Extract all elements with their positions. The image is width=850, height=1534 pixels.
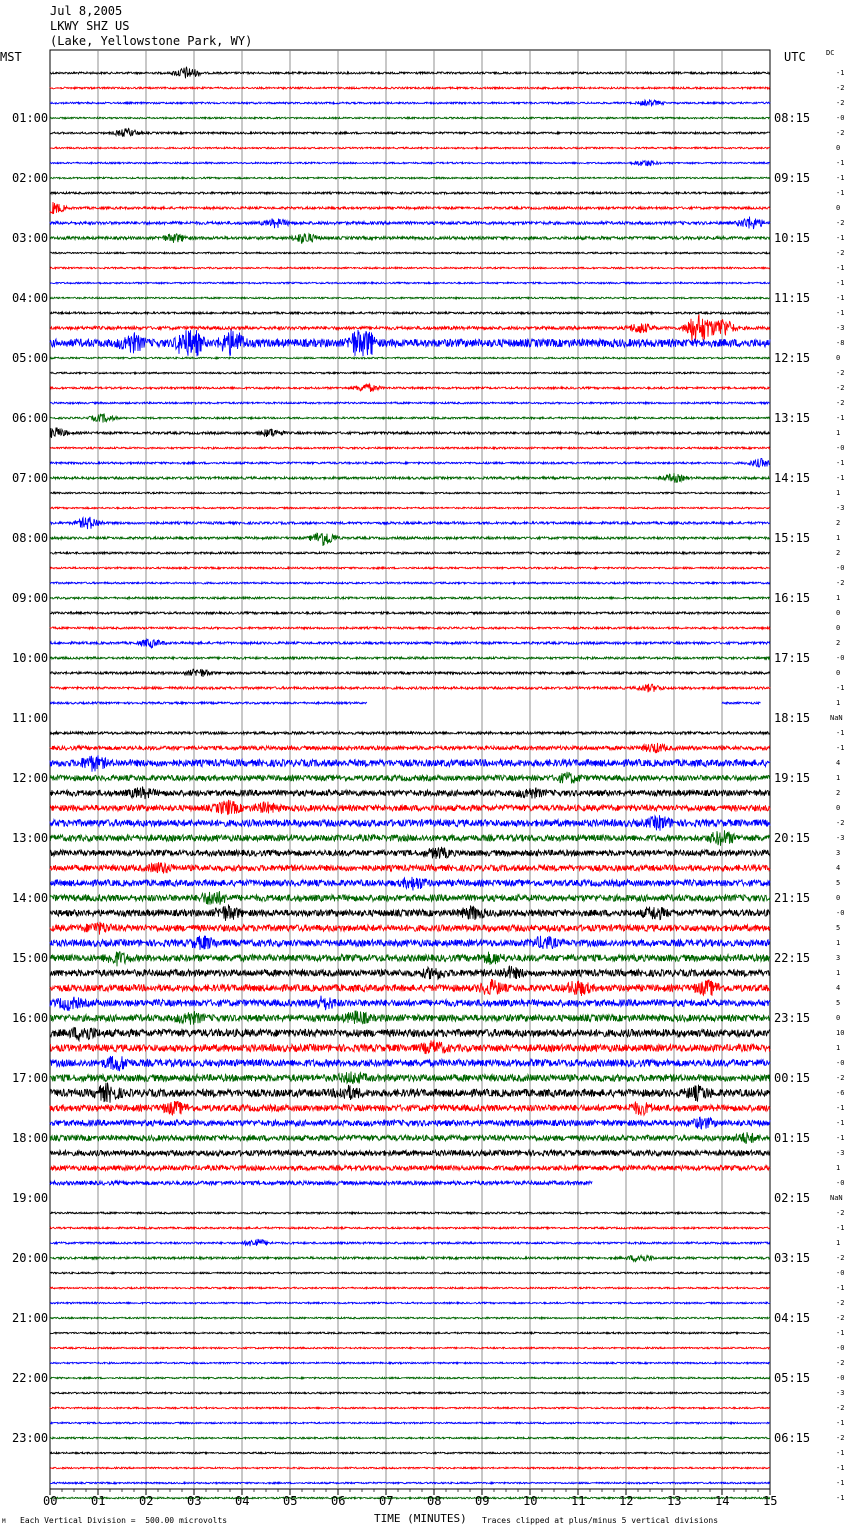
- chart-title-location: (Lake, Yellowstone Park, WY): [50, 34, 253, 48]
- dc-offset-label: 4: [836, 984, 841, 992]
- dc-offset-label: -0: [836, 654, 845, 662]
- dc-offset-label: -2: [836, 819, 845, 827]
- dc-offset-label: -2: [836, 1299, 845, 1307]
- trace-line: [50, 1227, 770, 1229]
- dc-offset-label: -8: [836, 339, 845, 347]
- dc-offset-label: -1: [836, 234, 845, 242]
- trace-line: [50, 372, 770, 374]
- dc-offset-label: -1: [836, 174, 845, 182]
- x-tick-label: 04: [235, 1494, 250, 1508]
- dc-offset-label: -3: [836, 1389, 845, 1397]
- dc-offset-label: -1: [836, 1494, 845, 1502]
- trace-line: [50, 1101, 770, 1116]
- utc-hour-label: 15:15: [774, 531, 811, 545]
- dc-offset-label: -1: [836, 684, 845, 692]
- x-tick-label: 08: [427, 1494, 442, 1508]
- x-tick-label: 01: [91, 1494, 106, 1508]
- dc-offset-label: -1: [836, 474, 845, 482]
- dc-offset-label: 5: [836, 879, 841, 887]
- x-tick-label: 12: [619, 1494, 634, 1508]
- utc-hour-label: 10:15: [774, 231, 811, 245]
- dc-offset-label: 1: [836, 969, 841, 977]
- trace-line: [50, 1027, 770, 1040]
- utc-hour-label: 05:15: [774, 1371, 811, 1385]
- mst-hour-label: 19:00: [12, 1191, 49, 1205]
- trace-line: [50, 1362, 770, 1364]
- trace-line: [50, 952, 770, 967]
- trace-line: [50, 428, 770, 438]
- mst-hour-label: 15:00: [12, 951, 49, 965]
- trace-line: [50, 567, 770, 569]
- trace-line: [50, 1212, 770, 1214]
- mst-hour-label: 16:00: [12, 1011, 49, 1025]
- trace-line: [50, 315, 770, 341]
- trace-line: [50, 447, 770, 449]
- dc-offset-label: 2: [836, 639, 841, 647]
- dc-offset-label: 10: [836, 1029, 845, 1037]
- mst-hour-label: 18:00: [12, 1131, 49, 1145]
- trace-line: [50, 1332, 770, 1334]
- dc-offset-label: -0: [836, 564, 845, 572]
- mst-hour-label: 13:00: [12, 831, 49, 845]
- dc-offset-label: 4: [836, 759, 841, 767]
- trace-line: [50, 297, 770, 299]
- dc-offset-label: 0: [836, 894, 841, 902]
- dc-offset-label: -1: [836, 729, 845, 737]
- trace-line: [50, 234, 770, 244]
- dc-offset-label: -2: [836, 579, 845, 587]
- trace-line: [50, 473, 770, 483]
- x-tick-label: 14: [715, 1494, 730, 1508]
- trace-line: [50, 1011, 770, 1025]
- dc-offset-label: -2: [836, 369, 845, 377]
- trace-line: [50, 67, 770, 79]
- utc-hour-label: 19:15: [774, 771, 811, 785]
- trace-line: [50, 1407, 770, 1409]
- dc-offset-label: 1: [836, 534, 841, 542]
- dc-offset-label: -2: [836, 249, 845, 257]
- dc-offset-label: -2: [836, 219, 845, 227]
- dc-offset-label: -0: [836, 909, 845, 917]
- dc-offset-label: 1: [836, 1239, 841, 1247]
- dc-offset-label: -1: [836, 744, 845, 752]
- trace-line: [50, 847, 770, 859]
- dc-offset-label: -1: [836, 69, 845, 77]
- dc-offset-label: 2: [836, 789, 841, 797]
- chart-title-date: Jul 8,2005: [50, 4, 123, 18]
- trace-line: [50, 1377, 770, 1379]
- x-tick-label: 15: [763, 1494, 778, 1508]
- dc-offset-label: 1: [836, 1164, 841, 1172]
- trace-line: [50, 627, 770, 629]
- trace-line: [50, 217, 770, 230]
- dc-offset-label: -2: [836, 1074, 845, 1082]
- dc-offset-label: 1: [836, 1044, 841, 1052]
- mst-hour-label: 03:00: [12, 231, 49, 245]
- dc-offset-label: 5: [836, 924, 841, 932]
- trace-line: [50, 830, 770, 846]
- dc-offset-label: 0: [836, 1014, 841, 1022]
- trace-line: [50, 177, 770, 179]
- mst-hour-label: 17:00: [12, 1071, 49, 1085]
- x-tick-label: 06: [331, 1494, 346, 1508]
- dc-offset-label: 1: [836, 939, 841, 947]
- dc-offset-label: -2: [836, 399, 845, 407]
- mst-hour-label: 20:00: [12, 1251, 49, 1265]
- dc-offset-label: -0: [836, 1344, 845, 1352]
- trace-line: [50, 979, 770, 996]
- trace-line: [50, 936, 770, 950]
- dc-offset-label: -1: [836, 1464, 845, 1472]
- trace-line: [50, 1392, 770, 1394]
- trace-line: [50, 384, 770, 392]
- trace-line: [50, 329, 770, 356]
- trace-line: [50, 684, 770, 693]
- trace-line: [50, 669, 770, 677]
- dc-offset-label: -3: [836, 834, 845, 842]
- utc-hour-label: 23:15: [774, 1011, 811, 1025]
- dc-offset-label: 0: [836, 204, 841, 212]
- mst-hour-label: 04:00: [12, 291, 49, 305]
- trace-line: [50, 862, 770, 873]
- dc-offset-label: 1: [836, 774, 841, 782]
- trace-line: [50, 1083, 770, 1103]
- trace-line: [50, 1302, 770, 1304]
- utc-hour-label: 20:15: [774, 831, 811, 845]
- dc-offset-label: -1: [836, 1104, 845, 1112]
- trace-line: [50, 492, 770, 494]
- dc-offset-label: -1: [836, 459, 845, 467]
- trace-line: [50, 128, 770, 136]
- trace-line: [50, 996, 770, 1011]
- mst-hour-label: 10:00: [12, 651, 49, 665]
- trace-line: [50, 267, 770, 269]
- dc-offset-label: 1: [836, 489, 841, 497]
- dc-offset-label: -2: [836, 1314, 845, 1322]
- dc-offset-label: -1: [836, 1119, 845, 1127]
- dc-offset-label: -3: [836, 324, 845, 332]
- dc-offset-label: 0: [836, 804, 841, 812]
- trace-line: [50, 597, 770, 599]
- utc-hour-label: 14:15: [774, 471, 811, 485]
- trace-line: [50, 1239, 770, 1246]
- trace-line: [50, 582, 770, 584]
- dc-offset-label: -1: [836, 189, 845, 197]
- utc-hour-label: 13:15: [774, 411, 811, 425]
- dc-offset-label: -1: [836, 1419, 845, 1427]
- dc-offset-label: 1: [836, 699, 841, 707]
- utc-hour-label: 12:15: [774, 351, 811, 365]
- trace-line: [50, 1166, 770, 1171]
- dc-offset-label: 0: [836, 669, 841, 677]
- trace-line: [50, 657, 770, 659]
- dc-offset-label: -0: [836, 1179, 845, 1187]
- trace-line: [50, 1497, 770, 1499]
- trace-line: [50, 517, 770, 529]
- dc-offset-label: -6: [836, 1089, 845, 1097]
- dc-offset-label: -0: [836, 1269, 845, 1277]
- mst-hour-label: 02:00: [12, 171, 49, 185]
- dc-offset-label: -1: [836, 294, 845, 302]
- mst-hour-label: 11:00: [12, 711, 49, 725]
- clip-note: Traces clipped at plus/minus 5 vertical divisions: [482, 1516, 719, 1525]
- trace-line: [50, 743, 770, 753]
- dc-offset-label: -1: [836, 279, 845, 287]
- dc-offset-label: 0: [836, 354, 841, 362]
- trace-line: [50, 1422, 770, 1424]
- trace-line: [50, 1040, 770, 1054]
- trace-line: [50, 1437, 770, 1439]
- dc-offset-label: -1: [836, 1479, 845, 1487]
- trace-line: [50, 639, 770, 648]
- dc-offset-label: 0: [836, 624, 841, 632]
- dc-offset-label: 3: [836, 849, 841, 857]
- mst-hour-label: 06:00: [12, 411, 49, 425]
- utc-hour-label: 17:15: [774, 651, 811, 665]
- trace-line: [50, 1181, 592, 1185]
- utc-hour-label: 09:15: [774, 171, 811, 185]
- trace-line: [50, 1256, 770, 1262]
- dc-offset-label: -2: [836, 1209, 845, 1217]
- trace-line: [50, 891, 770, 905]
- trace-line: [50, 905, 770, 921]
- dc-offset-label: 5: [836, 999, 841, 1007]
- mst-hour-label: 14:00: [12, 891, 49, 905]
- mst-hour-label: 23:00: [12, 1431, 49, 1445]
- trace-line: [50, 414, 770, 423]
- dc-offset-label: -2: [836, 129, 845, 137]
- dc-offset-label: -0: [836, 1374, 845, 1382]
- mst-hour-label: 09:00: [12, 591, 49, 605]
- trace-line: [50, 1317, 770, 1319]
- dc-offset-label: 3: [836, 954, 841, 962]
- mst-hour-label: 05:00: [12, 351, 49, 365]
- utc-hour-label: 22:15: [774, 951, 811, 965]
- dc-offset-label: -1: [836, 1224, 845, 1232]
- utc-hour-label: 16:15: [774, 591, 811, 605]
- trace-line: [50, 87, 770, 89]
- dc-offset-label: -1: [836, 1449, 845, 1457]
- trace-line: [50, 357, 770, 359]
- dc-offset-label: -2: [836, 1359, 845, 1367]
- x-tick-label: 02: [139, 1494, 154, 1508]
- dc-offset-label: 0: [836, 609, 841, 617]
- mst-hour-label: 22:00: [12, 1371, 49, 1385]
- trace-line: [50, 1272, 770, 1274]
- trace-line: [50, 192, 770, 194]
- dc-offset-label: 1: [836, 594, 841, 602]
- trace-line: [50, 282, 770, 284]
- chart-title-station: LKWY SHZ US: [50, 19, 130, 33]
- trace-line: [50, 161, 770, 167]
- trace-line: [50, 402, 770, 404]
- dc-offset-label: -2: [836, 1434, 845, 1442]
- dc-offset-label: -0: [836, 1059, 845, 1067]
- utc-hour-label: 04:15: [774, 1311, 811, 1325]
- dc-offset-label: -0: [836, 444, 845, 452]
- trace-line: [50, 117, 770, 119]
- mst-hour-label: 12:00: [12, 771, 49, 785]
- x-tick-label: 10: [523, 1494, 538, 1508]
- trace-line: [50, 922, 770, 935]
- utc-hour-label: 06:15: [774, 1431, 811, 1445]
- corner-mark: M: [2, 1518, 6, 1525]
- utc-hour-label: 01:15: [774, 1131, 811, 1145]
- x-tick-label: 09: [475, 1494, 490, 1508]
- dc-offset-label: -3: [836, 1149, 845, 1157]
- dc-offset-label: -3: [836, 504, 845, 512]
- x-tick-label: 13: [667, 1494, 682, 1508]
- utc-axis-label: UTC: [784, 50, 806, 64]
- trace-line: [50, 787, 770, 800]
- mst-axis-label: MST: [0, 50, 22, 64]
- dc-header-label: DC: [826, 49, 835, 57]
- mst-hour-label: 08:00: [12, 531, 49, 545]
- trace-line: [50, 252, 770, 254]
- trace-line: [50, 533, 770, 546]
- trace-line: [50, 877, 770, 891]
- utc-hour-label: 08:15: [774, 111, 811, 125]
- mst-hour-label: 21:00: [12, 1311, 49, 1325]
- dc-offset-label: 2: [836, 549, 841, 557]
- utc-hour-label: 18:15: [774, 711, 811, 725]
- dc-offset-label: 4: [836, 864, 841, 872]
- trace-line: [50, 800, 770, 815]
- trace-line: [50, 772, 770, 784]
- dc-offset-label: -2: [836, 84, 845, 92]
- dc-offset-label: -2: [836, 1404, 845, 1412]
- utc-hour-label: 21:15: [774, 891, 811, 905]
- utc-hour-label: 03:15: [774, 1251, 811, 1265]
- mst-hour-label: 07:00: [12, 471, 49, 485]
- trace-line: [50, 1452, 770, 1454]
- trace-line: [50, 612, 770, 614]
- x-tick-label: 00: [43, 1494, 58, 1508]
- dc-offset-label: -2: [836, 1254, 845, 1262]
- trace-line: [50, 507, 770, 509]
- dc-offset-label: -1: [836, 309, 845, 317]
- trace-line: [50, 1482, 770, 1484]
- x-tick-label: 03: [187, 1494, 202, 1508]
- utc-hour-label: 02:15: [774, 1191, 811, 1205]
- dc-offset-label: -0: [836, 114, 845, 122]
- x-tick-label: 07: [379, 1494, 394, 1508]
- x-tick-label: 11: [571, 1494, 586, 1508]
- trace-line: [50, 966, 770, 979]
- dc-offset-label: -1: [836, 1134, 845, 1142]
- trace-line: [50, 1056, 770, 1071]
- trace-line: [50, 1117, 770, 1129]
- trace-line: [50, 1467, 770, 1469]
- trace-line: [50, 1347, 770, 1349]
- x-tick-label: 05: [283, 1494, 298, 1508]
- utc-hour-label: 11:15: [774, 291, 811, 305]
- dc-offset-label: 2: [836, 519, 841, 527]
- dc-offset-label: -1: [836, 414, 845, 422]
- trace-line: [50, 202, 770, 214]
- trace-line: [50, 1287, 770, 1289]
- dc-offset-label: -2: [836, 99, 845, 107]
- trace-line: [50, 459, 770, 468]
- mst-hour-label: 01:00: [12, 111, 49, 125]
- dc-offset-label: -1: [836, 1284, 845, 1292]
- trace-line: [50, 1072, 770, 1084]
- utc-hour-label: 00:15: [774, 1071, 811, 1085]
- dc-offset-label: -2: [836, 384, 845, 392]
- trace-line: [722, 702, 760, 704]
- trace-line: [50, 755, 770, 771]
- dc-offset-label: -1: [836, 1329, 845, 1337]
- dc-offset-label: 1: [836, 429, 841, 437]
- x-axis-title: TIME (MINUTES): [374, 1512, 467, 1525]
- trace-line: [50, 815, 770, 831]
- dc-offset-label: NaN: [830, 714, 843, 722]
- division-note: Each Vertical Division = 500.00 microvolts: [20, 1516, 228, 1525]
- dc-offset-label: 0: [836, 144, 841, 152]
- dc-offset-label: NaN: [830, 1194, 843, 1202]
- dc-offset-label: -1: [836, 159, 845, 167]
- trace-line: [50, 312, 770, 314]
- trace-line: [50, 702, 367, 704]
- dc-offset-label: -1: [836, 264, 845, 272]
- trace-line: [50, 147, 770, 149]
- trace-line: [50, 1132, 770, 1144]
- trace-line: [50, 99, 770, 106]
- trace-line: [50, 1150, 770, 1156]
- trace-line: [50, 552, 770, 554]
- trace-line: [50, 732, 770, 735]
